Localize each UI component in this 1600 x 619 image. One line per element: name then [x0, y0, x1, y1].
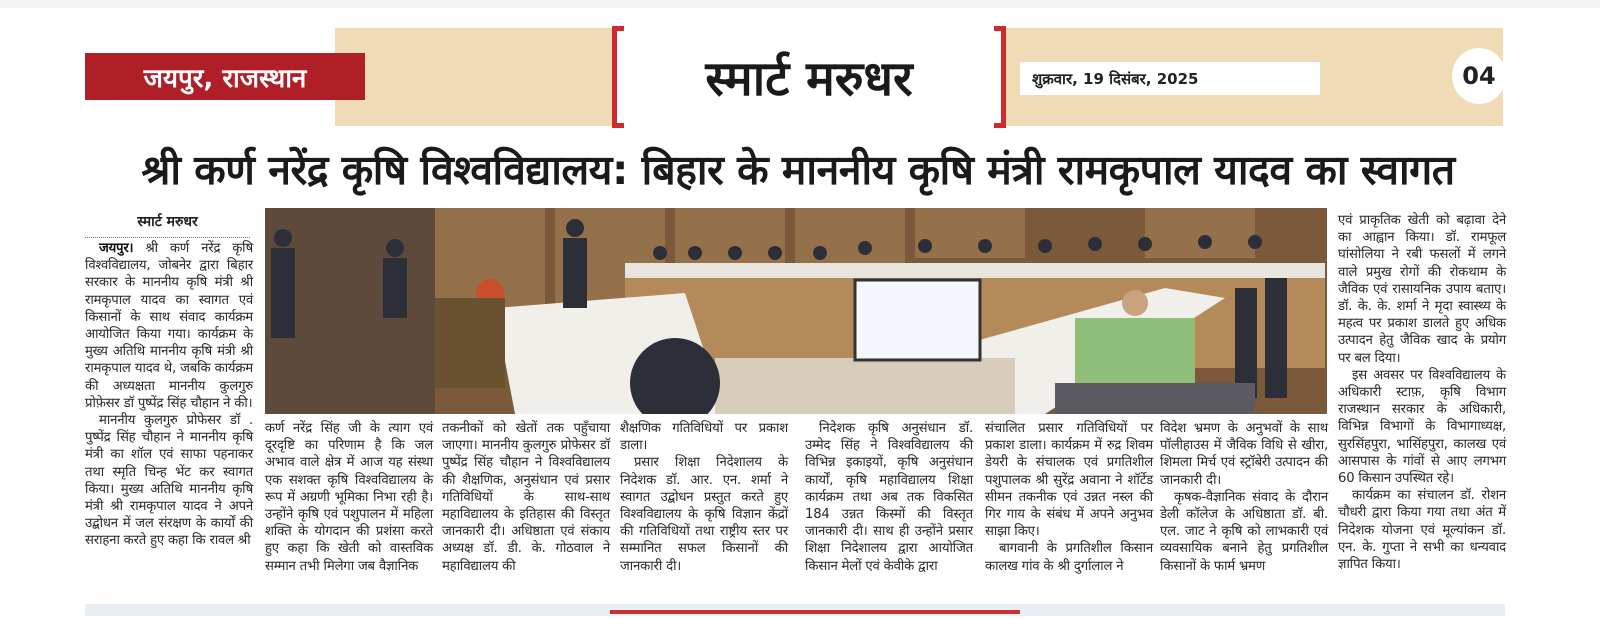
article-column-7 — [1160, 420, 1328, 575]
masthead-title: स्मार्ट मरुधर — [612, 26, 1006, 128]
paragraph: माननीय कुलगुरु प्रोफेसर डॉ . पुष्पेंद्र सिंह चौहान ने माननीय कृषि मंत्री का शॉल एवं साफा पहनाकर तथा स्मृति चिन्ह भेंट कर स्वागत किया। मुख्य अतिथि माननीय कृषि मंत्री श्री रामकृपाल यादव ने अपने उद्बोधन में जल संरक्षण के कार्यों की सराहना करते हुए कहा कि रावल श्री — [85, 413, 253, 549]
paragraph: कर्ण नरेंद्र सिंह जी के त्याग एवं दूरदृष्टि का परिणाम है कि जल अभाव वाले क्षेत्र में आज यह संस्था एक सशक्त कृषि विश्वविद्यालय के रूप में अग्रणी भूमिका निभा रही है। उन्होंने कृषि एवं पशुपालन में महिला शक्ति के योगदान की प्रशंसा करते हुए कहा कि खेती को वास्तविक सम्मान तभी मिलेगा जब वैज्ञानिक — [265, 421, 433, 574]
article-column-4 — [620, 420, 788, 575]
article-column-2 — [265, 420, 433, 575]
paragraph: कृषक-वैज्ञानिक संवाद के दौरान डेली कॉलेज के अधिष्ठाता डॉ. बी. एल. जाट ने कृषि को लाभकारी एवं व्यवसायिक बनाने हेतु प्रगतिशील किसानों के फार्म भ्रमण — [1160, 489, 1328, 574]
dateline: जयपुर। — [99, 241, 134, 256]
masthead-bracket-left — [612, 26, 624, 128]
paragraph: बागवानी के प्रगतिशील किसान कालख गांव के श्री दुर्गालाल ने — [985, 541, 1153, 574]
page-edge — [0, 0, 1600, 8]
article-headline: श्री कर्ण नरेंद्र कृषि विश्वविद्यालय: बिहार के माननीय कृषि मंत्री रामकृपाल यादव का स्वागत — [141, 146, 1455, 194]
paragraph: प्रसार शिक्षा निदेशालय के निदेशक डॉ. आर. एन. शर्मा ने स्वागत उद्बोधन प्रस्तुत करते हुए विश्वविद्यालय के कृषि विज्ञान केंद्रों की गतिविधियों तथा राष्ट्रीय स्तर पर सम्मानित सफल किसानों की जानकारी दी। — [620, 455, 788, 574]
paragraph: तकनीकों को खेतों तक पहुँचाया जाएगा। माननीय कुलगुरु प्रोफेसर डॉ पुष्पेंद्र सिंह चौहान ने विश्वविद्यालय की शैक्षणिक, अनुसंधान एवं प्रसार गतिविधियों के साथ-साथ महाविद्यालय के इतिहास की विस्तृत जानकारी दी। अधिष्ठाता एवं संकाय अध्यक्ष डॉ. डी. के. गोठवाल ने महाविद्यालय की — [442, 421, 610, 574]
page-number: 04 — [1452, 48, 1506, 104]
article-column-5 — [805, 420, 973, 575]
location-label: जयपुर, राजस्थान — [85, 53, 365, 100]
article-column-8 — [1338, 212, 1506, 573]
paragraph: विदेश भ्रमण के अनुभवों के साथ पॉलीहाउस में जैविक विधि से खीरा, शिमला मिर्च एवं स्ट्रॉबेरी उत्पादन की जानकारी दी। — [1160, 421, 1328, 488]
article-column-1 — [85, 240, 253, 550]
paragraph: शैक्षणिक गतिविधियों पर प्रकाश डाला। — [620, 421, 788, 454]
paragraph: श्री कर्ण नरेंद्र कृषि विश्वविद्यालय, जोबनेर द्वारा बिहार सरकार के माननीय कृषि मंत्री श्री रामकृपाल यादव का स्वागत एवं किसानों के साथ संवाद कार्यक्रम आयोजित किया गया। कार्यक्रम के मुख्य अतिथि माननीय कृषि मंत्री श्री रामकृपाल यादव थे, जबकि कार्यक्रम की अध्यक्षता माननीय कुलगुरु प्रोफ़ेसर डॉ पुष्पेंद्र सिंह चौहान ने की। — [85, 241, 253, 411]
masthead-bracket-right — [994, 26, 1006, 128]
byline: स्मार्ट मरुधर — [85, 212, 250, 238]
paragraph: एवं प्राकृतिक खेती को बढ़ावा देने का आह्वान किया। डॉ. रामफूल घांसोलिया ने रबी फसलों में लगने वाले प्रमुख रोगों की रोकथाम के जैविक एवं रासायनिक उपाय बताए। डॉ. के. के. शर्मा ने मृदा स्वास्थ्य के महत्व पर प्रकाश डालते हुए अधिक उत्पादन हेतु जैविक खाद के प्रयोग पर बल दिया। — [1338, 213, 1506, 366]
issue-date: शुक्रवार, 19 दिसंबर, 2025 — [1020, 62, 1320, 95]
paragraph: इस अवसर पर विश्वविद्यालय के अधिकारी स्टाफ़, कृषि विभाग राजस्थान सरकार के अधिकारी, विभिन्न विभागों के विभागाध्यक्ष, सुरसिंहपुरा, भासिंहपुरा, कालख एवं आसपास के गांवों से आए लगभग 60 किसान उपस्थित रहे। — [1338, 367, 1506, 487]
article-column-3 — [442, 420, 610, 575]
article-column-6 — [985, 420, 1153, 575]
footer-accent — [610, 610, 1020, 614]
event-photo — [265, 208, 1327, 414]
paragraph: कार्यक्रम का संचालन डॉ. रोशन चौधरी द्वारा किया गया तथा अंत में निदेशक योजना एवं मूल्यांकन डॉ. एन. के. गुप्ता ने सभी का धन्यवाद ज्ञापित किया। — [1338, 488, 1506, 573]
paragraph: संचालित प्रसार गतिविधियों पर प्रकाश डाला। कार्यक्रम में रुद्र शिवम डेयरी के संचालक एवं प्रगतिशील पशुपालक श्री सुरेंद्र अवाना ने शॉर्टेड सीमन तकनीक एवं उन्नत नस्ल की गिर गाय के संबंध में अपने अनुभव साझा किए। — [985, 421, 1153, 540]
meeting-photo-illustration — [265, 208, 1327, 414]
paragraph: निदेशक कृषि अनुसंधान डॉ. उम्मेद सिंह ने विश्वविद्यालय की विभिन्न इकाइयों, कृषि अनुसंधान कार्यों, कृषि महाविद्यालय शिक्षा कार्यक्रम तथा अब तक विकसित 184 उन्नत किस्मों की विस्तृत जानकारी दी। साथ ही उन्होंने प्रसार शिक्षा निदेशालय द्वारा आयोजित किसान मेलों एवं केवीके द्वारा — [805, 421, 973, 574]
